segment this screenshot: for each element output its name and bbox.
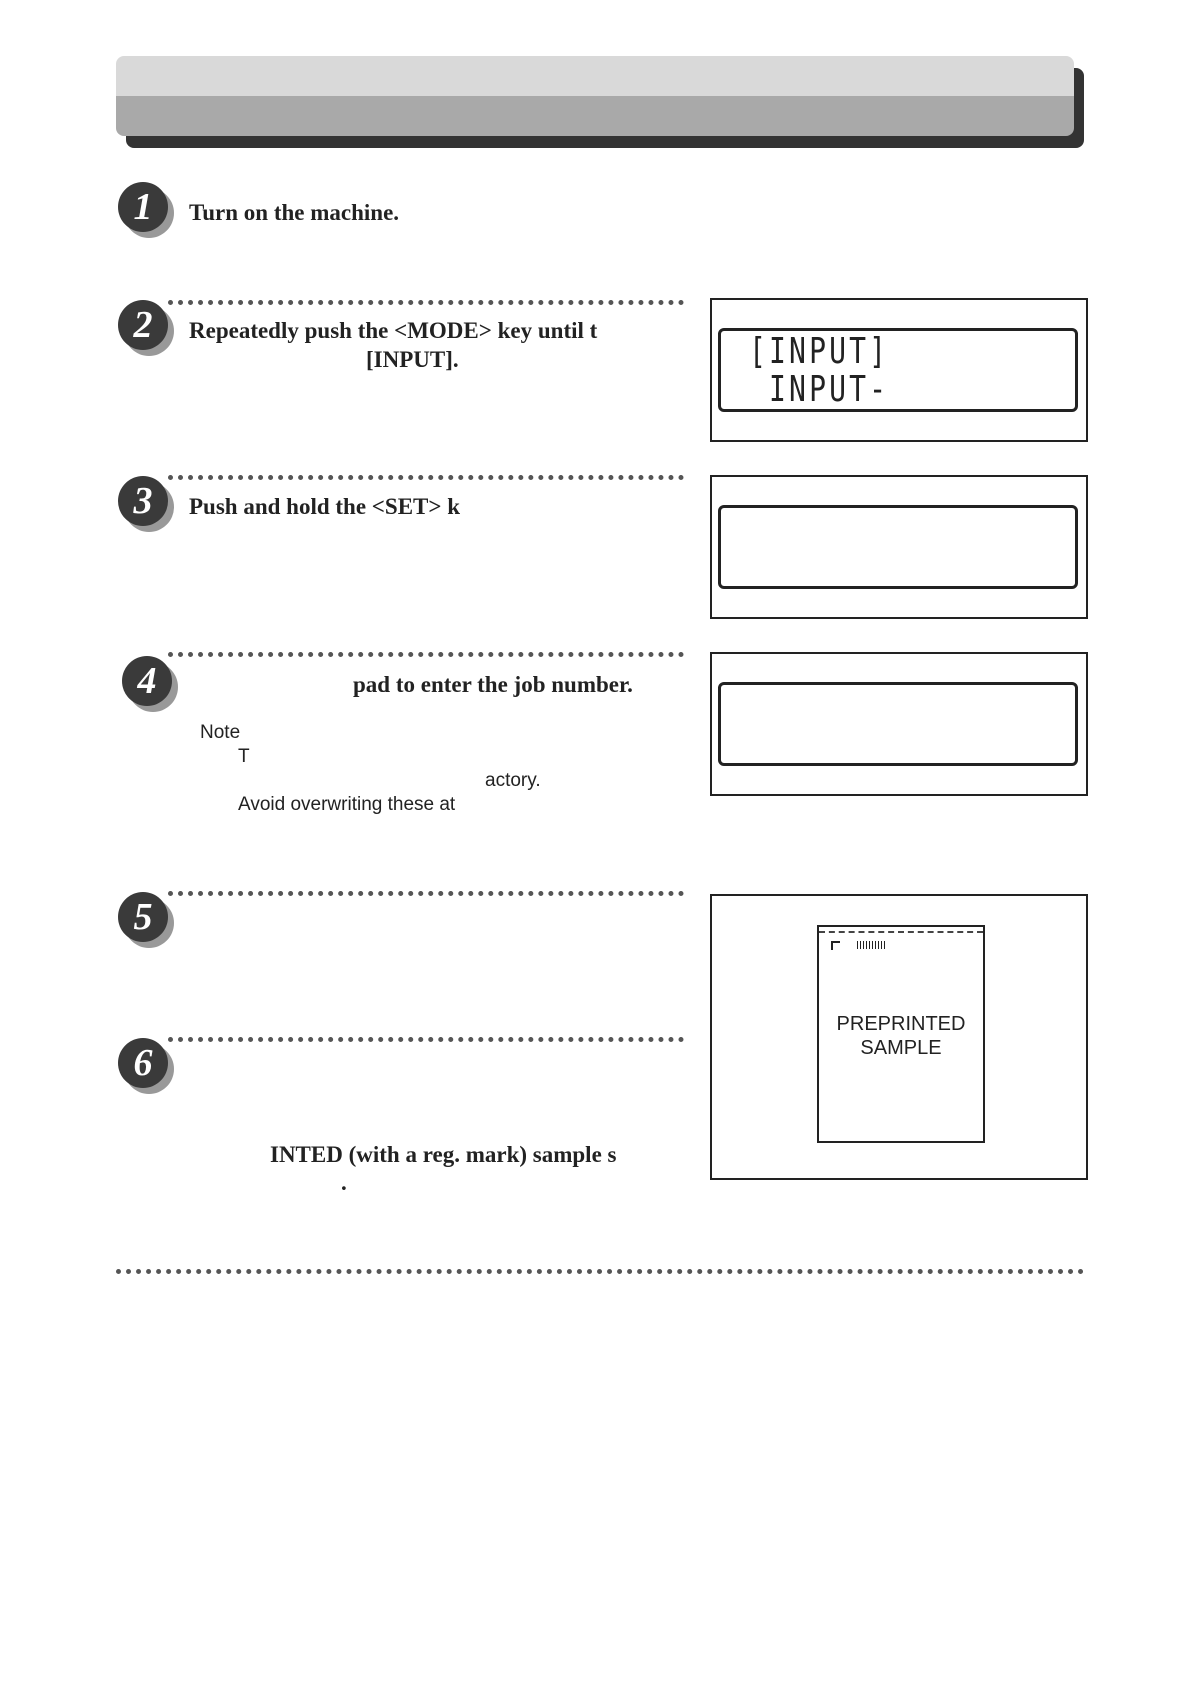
step-6-number: 6	[133, 1042, 153, 1084]
step-6-text-line2: .	[341, 1170, 347, 1195]
step-5-number: 5	[133, 896, 153, 938]
step-3-text: Push and hold the <SET> k	[189, 494, 461, 519]
step-6-text-line1: INTED (with a reg. mark) sample s	[270, 1142, 617, 1167]
step-1-text: Turn on the machine.	[189, 200, 400, 225]
note-line-2: actory.	[485, 770, 541, 791]
step-6-badge	[118, 1038, 174, 1094]
lcd-line-2: INPUT-	[749, 369, 890, 410]
step-1-number: 1	[133, 186, 153, 228]
step-2-badge	[118, 300, 174, 356]
divider-dots	[168, 1037, 684, 1042]
registration-mark-icon	[831, 941, 840, 950]
step-3-badge	[118, 476, 174, 532]
lcd-display-step-2	[718, 328, 1078, 412]
divider-dots	[168, 300, 684, 305]
bottom-divider-dots	[116, 1269, 1084, 1274]
lcd-display-step-4	[718, 682, 1078, 766]
display-frame-step-4	[710, 652, 1088, 796]
step-3-number: 3	[133, 480, 153, 522]
step-4-text: pad to enter the job number.	[353, 672, 633, 697]
display-frame-step-3	[710, 475, 1088, 619]
display-frame-step-2	[710, 298, 1088, 442]
step-1-badge	[118, 182, 174, 238]
divider-dots	[168, 891, 684, 896]
barcode-icon	[857, 941, 887, 949]
step-4-number: 4	[137, 660, 157, 702]
lcd-display-step-3	[718, 505, 1078, 589]
step-2-text-line1: Repeatedly push the <MODE> key until t	[189, 318, 598, 343]
lcd-line-1: [INPUT]	[749, 331, 890, 372]
sample-label-line-1: PREPRINTED	[836, 1013, 966, 1035]
header-bar	[116, 56, 1074, 136]
note-line-1: T	[238, 746, 250, 767]
step-2-number: 2	[133, 304, 153, 346]
perforation-line	[819, 931, 983, 933]
sample-label-line-2: SAMPLE	[860, 1037, 942, 1059]
note-label: Note	[200, 722, 241, 743]
note-line-3: Avoid overwriting these at	[238, 794, 456, 815]
step-4-badge	[122, 656, 178, 712]
preprinted-sample-sheet	[817, 925, 985, 1143]
divider-dots	[168, 652, 684, 657]
divider-dots	[168, 475, 684, 480]
sample-frame	[710, 894, 1088, 1180]
step-2-text-line2: [INPUT].	[366, 347, 459, 372]
step-5-badge	[118, 892, 174, 948]
